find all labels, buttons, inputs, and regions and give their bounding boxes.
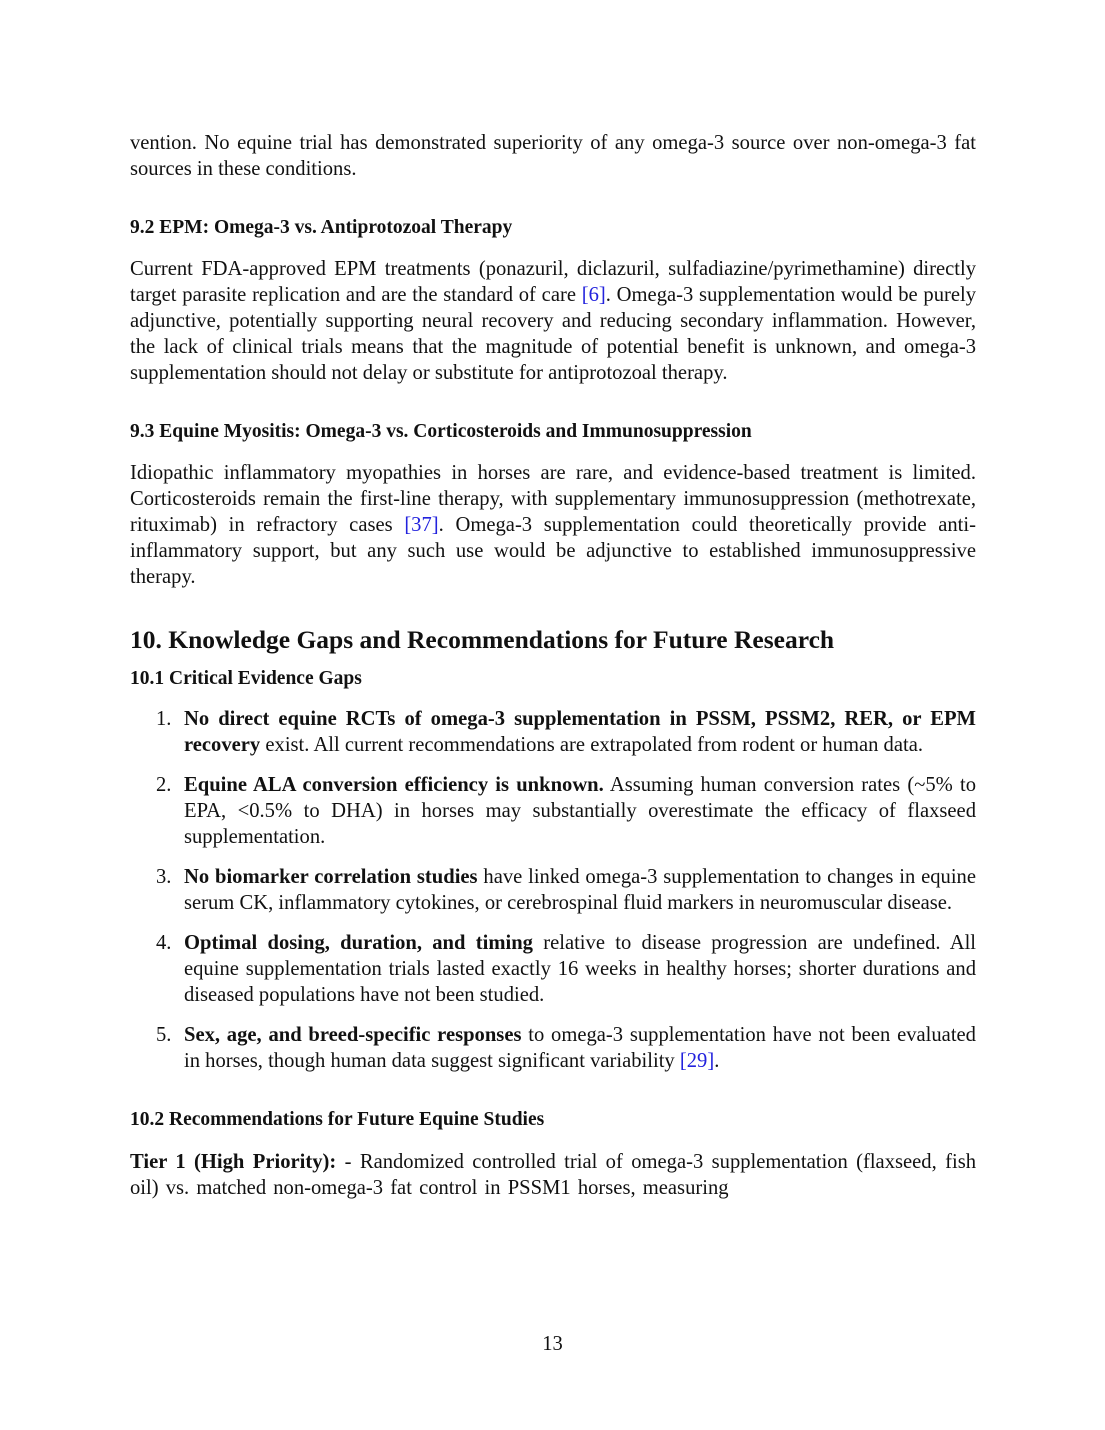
section-9-2-heading: 9.2 EPM: Omega-3 vs. Antiprotozoal Therapy (130, 217, 513, 238)
list-item (130, 706, 976, 758)
list-number: 2. (156, 774, 172, 796)
section-9-3-text-b: . Omega-3 supplementation could theoretically provide anti-inflammatory support, but any such use would be adjunctive to established immunosuppressive therapy. (130, 514, 976, 588)
page-number: 13 (542, 1333, 563, 1355)
section-10-2-heading: 10.2 Recommendations for Future Equine Studies (130, 1109, 545, 1130)
list-number: 1. (156, 708, 172, 730)
document-page (130, 130, 976, 1201)
list-item-text-end: . (714, 1050, 720, 1072)
list-number: 4. (156, 932, 172, 954)
citation-link-6[interactable]: [6] (581, 284, 606, 306)
list-number: 5. (156, 1024, 172, 1046)
section-9-2-text-b: . Omega-3 supplementation would be purely adjunctive, potentially supporting neural recovery and reducing secondary inflammation. However, the lack of clinical trials means that the magnitude of potential benefit is unknown, and omega-3 supplementation should not delay or substitute for antiprotozoal therapy. (130, 284, 977, 384)
list-item (130, 930, 976, 1008)
tier-1-paragraph (130, 1149, 976, 1201)
section-9-2-text-a: Current FDA-approved EPM treatments (ponazuril, diclazuril, sulfadiazine/pyrimethamine) directly target parasite replication and are the standard of care (130, 258, 976, 306)
list-item-bold: No direct equine RCTs of omega-3 supplementation in PSSM, PSSM2, RER, or EPM recovery (184, 708, 976, 756)
list-item-text: exist. All current recommendations are extrapolated from rodent or human data. (260, 734, 924, 756)
tier-1-text: - Randomized controlled trial of omega-3 supplementation (flaxseed, fish oil) vs. matched non-omega-3 fat control in PSSM1 horses, measuring (130, 1151, 977, 1199)
list-item-text: have linked omega-3 supplementation to changes in equine serum CK, inflammatory cytokines, or cerebrospinal fluid markers in neuromuscular disease. (184, 866, 976, 914)
section-9-3-text-a: Idiopathic inflammatory myopathies in horses are rare, and evidence-based treatment is limited. Corticosteroids remain the first-line therapy, with supplementary immunosuppression (methotrexate, rituximab) in refractory cases (130, 462, 976, 536)
tier-1-label: Tier 1 (High Priority): (130, 1151, 337, 1173)
evidence-gaps-list (130, 706, 976, 1074)
citation-link-29[interactable]: [29] (679, 1050, 715, 1072)
list-item (130, 1022, 976, 1074)
section-9-2-paragraph (130, 256, 976, 386)
section-9-3-heading: 9.3 Equine Myositis: Omega-3 vs. Corticosteroids and Immunosuppression (130, 421, 752, 442)
list-item-bold: Optimal dosing, duration, and timing (184, 932, 533, 954)
section-10-1-heading: 10.1 Critical Evidence Gaps (130, 668, 362, 689)
section-9-3-paragraph (130, 460, 976, 590)
intro-paragraph: vention. No equine trial has demonstrated superiority of any omega-3 source over non-omega-3 fat sources in these conditions. (130, 132, 976, 180)
list-item-text: to omega-3 supplementation have not been evaluated in horses, though human data suggest significant variability (184, 1024, 976, 1072)
list-item-bold: Equine ALA conversion efficiency is unknown. (184, 774, 604, 796)
list-item-bold: Sex, age, and breed-specific responses (184, 1024, 522, 1046)
list-item-text: Assuming human conversion rates (~5% to EPA, <0.5% to DHA) in horses may substantially overestimate the efficacy of flaxseed supplementation. (184, 774, 976, 848)
list-number: 3. (156, 866, 172, 888)
list-item-text: relative to disease progression are undefined. All equine supplementation trials lasted exactly 16 weeks in healthy horses; shorter durations and diseased populations have not been studied. (184, 932, 977, 1006)
citation-link-37[interactable]: [37] (404, 514, 439, 536)
section-10-heading: 10. Knowledge Gaps and Recommendations for Future Research (130, 625, 835, 654)
list-item-bold: No biomarker correlation studies (184, 866, 478, 888)
list-item (130, 772, 976, 850)
list-item (130, 864, 976, 916)
